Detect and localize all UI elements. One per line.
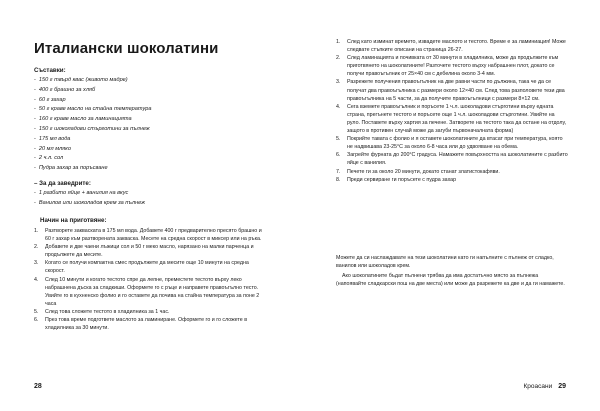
ingredient-item: - 400 г брашно за хляб (34, 86, 96, 93)
ingredient-item: - 2 ч.л. сол (34, 155, 64, 162)
step-item: 8. Преди сервиране ги поръсете с пудра захар (336, 176, 457, 183)
right-page (300, 0, 600, 411)
step-item: 2. Добавете и две чаени лъжици сол и 50 г меко масло, нарязано на малки парченца и продължете да месите. (34, 244, 254, 259)
glaze-list (34, 189, 145, 209)
step-item: 4. Сега вземете правоъгълник и поръсете 1 ч.л. шоколадови стърготини върху едната страна, прегънете тестото и поръсете още 1 ч.л. шоколадови стърготини. Увийте на руло. Поставете върху хартия за печене. Затворете на тестото така да остане на отдолу, защото в противен случай може да загуби първоначалната форма) (336, 103, 567, 135)
step-item: 3. Разрежете получения правоъгълник на две равни части по дължина, така че да се получат два правоъгълника с размери около 12×40 см. След това разполовете тези два правоъгълника на 5 части, за да получите правоъгълници с размери 8×12 см. (336, 79, 565, 102)
filling-note: Ако шоколатините бъдат пълнени трябва да има достатъчно място за пълнежа (напоявайте сладкарски пош на две места) или може да разрежете ка две и да ги намажете. (336, 273, 565, 288)
step-item: 7. Печете ги за около 20 минути, докато станат златистокафяви. (336, 168, 500, 175)
method-steps-continued (336, 38, 568, 184)
step-item: 6. През това време подгответе маслото за ламиниране. Оформете го и го сложете в хладилника за 30 минути. (34, 317, 248, 332)
page-number-left: 28 (34, 383, 42, 390)
glaze-item: - 1 разбито яйце + ванилия на вкус (34, 190, 129, 196)
recipe-title: Италиански шоколатини (34, 40, 219, 57)
step-item: 1. Разтворете закваската в 175 мл вода. Добавете 400 г предварително пресято брашно и 60 г захар към разтворената закваска. Месете на средна скорост в миксер или на ръка. (34, 228, 262, 243)
page-footer-right (523, 383, 566, 390)
method-steps (34, 227, 266, 332)
section-label: Кроасани (523, 383, 553, 390)
glaze-heading: – За да заведрите: (34, 180, 91, 187)
ingredient-item: - 60 г захар (34, 96, 66, 103)
step-item: 1. След като изминат времето, извадете маслото и тестото. Време е за ламиниация! Може следвате стъпките описани на страница 26-27. (336, 39, 566, 54)
glaze-item: - Ванилов или шоколадов крем за пълнеж (34, 199, 145, 206)
step-item: 2. След ламинацията и почивката от 30 минути в хладилника, може да продължите към приготвянето на шоколатините! Разточете тестото върху набрашнен плот, докато се получи правоъгълник от 25×40 см с дебелина около 3-4 мм. (336, 55, 559, 78)
ingredient-item: - 150 г твърд квас (живото мадре) (34, 77, 128, 83)
page-number-right: 29 (558, 383, 566, 390)
step-item: 5. Покрийте тавата с фолио и я оставете шоколатините да втасат при температура, която не надвишава 23-25°C за около 6-8 часа или до удвояване на обема. (336, 136, 563, 151)
ingredients-list (34, 76, 151, 174)
step-item: 6. Загрейте фурната до 200°C градуса. Намажете повърхността на шоколатините с разбито яйце с ванилия. (336, 152, 568, 167)
method-heading: Начин на приготвяне: (40, 217, 107, 224)
ingredient-item: - 20 мл мляко (34, 145, 71, 152)
serving-note: Можете да си наслаждавате на тези шоколатини като ги напълните с пълнеж от сладко, ванилов или шоколадов крем. (336, 255, 554, 270)
ingredient-item: - 160 г краве масло за ламинацията (34, 116, 132, 123)
step-item: 4. След 10 минути и когато тестото спре да лепне, преместете тестото върху леко набрашнена дъска за сладкиши. Оформете го с ръце и направете правоъгълно тесто. Увийте го в кухненско фолио и го оставете да почива на стайна температура за поне 2 часа (34, 276, 260, 307)
ingredient-item: - 175 мл вода (34, 135, 71, 142)
ingredient-item: - 50 г краве масло на стайна температура (34, 106, 152, 113)
step-item: 5. След това сложете тестото в хладилника за 1 час. (34, 308, 170, 315)
ingredient-item: - Пудра захар за поръсване (34, 165, 108, 172)
ingredients-heading: Съставки: (34, 67, 66, 74)
ingredient-item: - 150 г шоколадови стърготини за пълнеж (34, 125, 150, 132)
step-item: 3. Когато се получи компактна смес продължете да месите още 10 минути на средна скорост. (34, 260, 249, 275)
